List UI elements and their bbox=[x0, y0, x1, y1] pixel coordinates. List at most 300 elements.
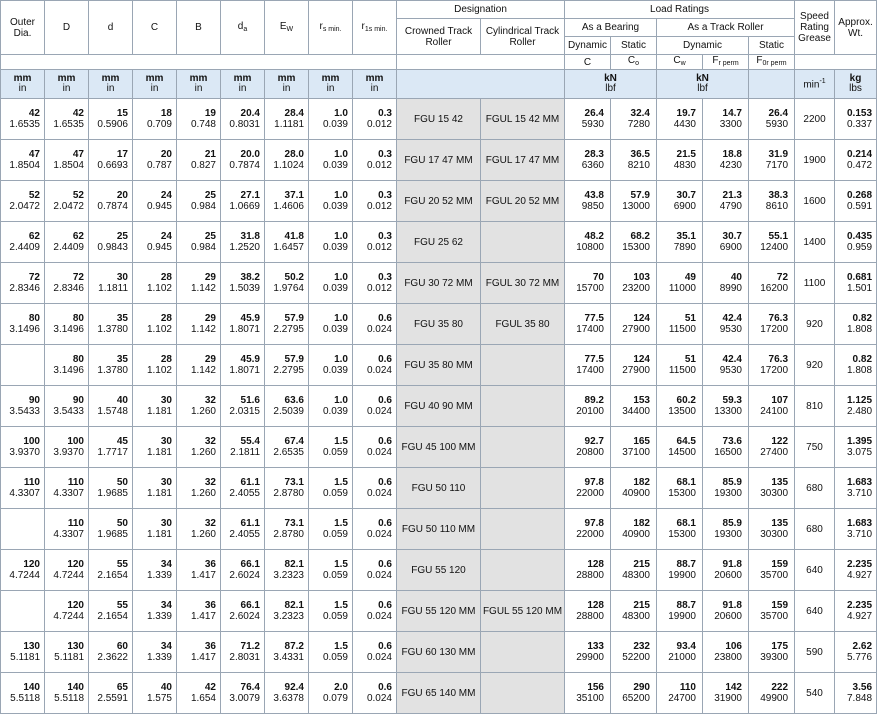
cell-rs: 1.0 0.039 bbox=[309, 181, 353, 222]
cell-r1: 0.3 0.012 bbox=[353, 181, 397, 222]
cell-rs: 1.5 0.059 bbox=[309, 591, 353, 632]
cell-rs: 1.0 0.039 bbox=[309, 99, 353, 140]
cell-fr: 73.6 16500 bbox=[703, 427, 749, 468]
table-row bbox=[1, 263, 877, 304]
cell-D: 100 3.9370 bbox=[45, 427, 89, 468]
cell-C: 24 0.945 bbox=[133, 222, 177, 263]
cell-rs: 1.5 0.059 bbox=[309, 632, 353, 673]
cell-cw: 30.7 6900 bbox=[657, 181, 703, 222]
cell-weight: 0.681 1.501 bbox=[835, 263, 877, 304]
col-D: D bbox=[45, 1, 89, 55]
unit-mm-in: mm in bbox=[1, 70, 45, 99]
cell-fr: 142 31900 bbox=[703, 673, 749, 714]
cell-C: 28 1.102 bbox=[133, 304, 177, 345]
cell-cw: 49 11000 bbox=[657, 263, 703, 304]
cell-speed: 540 bbox=[795, 673, 835, 714]
cell-c: 77.5 17400 bbox=[565, 345, 611, 386]
cell-weight: 1.683 3.710 bbox=[835, 468, 877, 509]
cell-weight: 1.125 2.480 bbox=[835, 386, 877, 427]
cell-speed: 640 bbox=[795, 591, 835, 632]
track-static: Static bbox=[749, 37, 795, 55]
cell-D: 80 3.1496 bbox=[45, 345, 89, 386]
cell-c: 156 35100 bbox=[565, 673, 611, 714]
cell-fr: 42.4 9530 bbox=[703, 345, 749, 386]
cell-r1: 0.6 0.024 bbox=[353, 673, 397, 714]
cell-C: 18 0.709 bbox=[133, 99, 177, 140]
unit-speed: $\min^{-1}$ bbox=[795, 70, 835, 99]
cell-speed: 680 bbox=[795, 509, 835, 550]
cell-speed: 680 bbox=[795, 468, 835, 509]
unit-mm-in: mm in bbox=[309, 70, 353, 99]
cell-Ew: 92.4 3.6378 bbox=[265, 673, 309, 714]
cell-cylindrical: FGUL 20 52 MM bbox=[481, 181, 565, 222]
cell-d: 65 2.5591 bbox=[89, 673, 133, 714]
cell-co: 290 65200 bbox=[611, 673, 657, 714]
cell-da: 20.4 0.8031 bbox=[221, 99, 265, 140]
unit-mm-in: mm in bbox=[353, 70, 397, 99]
cell-r1: 0.3 0.012 bbox=[353, 140, 397, 181]
cell-cw: 93.4 21000 bbox=[657, 632, 703, 673]
cell-B: 21 0.827 bbox=[177, 140, 221, 181]
cell-d: 35 1.3780 bbox=[89, 345, 133, 386]
unit-kn-lbf-bearing: kN lbf bbox=[565, 70, 657, 99]
cell-da: 55.4 2.1811 bbox=[221, 427, 265, 468]
col-crowned: Crowned Track Roller bbox=[397, 19, 481, 55]
cell-crowned: FGU 17 47 MM bbox=[397, 140, 481, 181]
cell-B: 32 1.260 bbox=[177, 427, 221, 468]
cell-for: 122 27400 bbox=[749, 427, 795, 468]
cell-cw: 21.5 4830 bbox=[657, 140, 703, 181]
cell-speed: 640 bbox=[795, 550, 835, 591]
cell-crowned: FGU 50 110 bbox=[397, 468, 481, 509]
cell-weight: 1.683 3.710 bbox=[835, 509, 877, 550]
tail-spacer bbox=[795, 55, 877, 70]
cell-da: 31.8 1.2520 bbox=[221, 222, 265, 263]
cell-speed: 1600 bbox=[795, 181, 835, 222]
cell-r1: 0.3 0.012 bbox=[353, 263, 397, 304]
cell-co: 103 23200 bbox=[611, 263, 657, 304]
cell-co: 232 52200 bbox=[611, 632, 657, 673]
cell-cylindrical: FGUL 15 42 MM bbox=[481, 99, 565, 140]
cell-D: 120 4.7244 bbox=[45, 550, 89, 591]
cell-C: 30 1.181 bbox=[133, 386, 177, 427]
cell-c: 70 15700 bbox=[565, 263, 611, 304]
col-rs-min: $r_{s min.}$ bbox=[309, 1, 353, 55]
cell-weight: 0.82 1.808 bbox=[835, 304, 877, 345]
cell-cylindrical: FGUL 35 80 bbox=[481, 304, 565, 345]
cell-d: 55 2.1654 bbox=[89, 591, 133, 632]
cell-crowned: FGU 65 140 MM bbox=[397, 673, 481, 714]
cell-D: 140 5.5118 bbox=[45, 673, 89, 714]
cell-D: 42 1.6535 bbox=[45, 99, 89, 140]
cell-cylindrical: FGUL 17 47 MM bbox=[481, 140, 565, 181]
cell-C: 30 1.181 bbox=[133, 427, 177, 468]
cell-rs: 1.0 0.039 bbox=[309, 263, 353, 304]
table-row bbox=[1, 345, 877, 386]
cell-Ew: 73.1 2.8780 bbox=[265, 468, 309, 509]
cell-speed: 2200 bbox=[795, 99, 835, 140]
cell-cylindrical bbox=[481, 673, 565, 714]
sym-Fr: $F_{r perm}$ bbox=[703, 55, 749, 70]
cell-c: 133 29900 bbox=[565, 632, 611, 673]
cell-co: 124 27900 bbox=[611, 345, 657, 386]
cell-co: 124 27900 bbox=[611, 304, 657, 345]
cell-d: 17 0.6693 bbox=[89, 140, 133, 181]
cell-od: 130 5.1181 bbox=[1, 632, 45, 673]
cell-r1: 0.6 0.024 bbox=[353, 304, 397, 345]
cell-B: 32 1.260 bbox=[177, 468, 221, 509]
cell-cw: 60.2 13500 bbox=[657, 386, 703, 427]
cell-co: 32.4 7280 bbox=[611, 99, 657, 140]
cell-C: 30 1.181 bbox=[133, 468, 177, 509]
cell-B: 25 0.984 bbox=[177, 222, 221, 263]
cell-for: 107 24100 bbox=[749, 386, 795, 427]
cell-crowned: FGU 20 52 MM bbox=[397, 181, 481, 222]
unit-mm-in: mm in bbox=[221, 70, 265, 99]
cell-c: 128 28800 bbox=[565, 591, 611, 632]
cell-c: 89.2 20100 bbox=[565, 386, 611, 427]
cell-od: 52 2.0472 bbox=[1, 181, 45, 222]
cell-cw: 51 11500 bbox=[657, 345, 703, 386]
col-speed: Speed Rating Grease bbox=[795, 1, 835, 55]
cell-D: 62 2.4409 bbox=[45, 222, 89, 263]
cell-for: 55.1 12400 bbox=[749, 222, 795, 263]
table-header bbox=[1, 1, 877, 99]
cell-r1: 0.6 0.024 bbox=[353, 386, 397, 427]
cell-C: 30 1.181 bbox=[133, 509, 177, 550]
cell-od bbox=[1, 345, 45, 386]
cell-for: 135 30300 bbox=[749, 468, 795, 509]
cell-da: 61.1 2.4055 bbox=[221, 509, 265, 550]
cell-for: 31.9 7170 bbox=[749, 140, 795, 181]
cell-od: 90 3.5433 bbox=[1, 386, 45, 427]
cell-D: 72 2.8346 bbox=[45, 263, 89, 304]
cell-cw: 64.5 14500 bbox=[657, 427, 703, 468]
cell-for: 72 16200 bbox=[749, 263, 795, 304]
cell-weight: 0.214 0.472 bbox=[835, 140, 877, 181]
cell-cylindrical bbox=[481, 550, 565, 591]
designation-header: Designation bbox=[397, 1, 565, 19]
unit-mm-in: mm in bbox=[89, 70, 133, 99]
col-Ew: $E_W$ bbox=[265, 1, 309, 55]
cell-r1: 0.6 0.024 bbox=[353, 345, 397, 386]
cell-B: 19 0.748 bbox=[177, 99, 221, 140]
cell-c: 43.8 9850 bbox=[565, 181, 611, 222]
cell-C: 28 1.102 bbox=[133, 345, 177, 386]
cell-for: 26.4 5930 bbox=[749, 99, 795, 140]
unit-mm-in: mm in bbox=[177, 70, 221, 99]
cell-cw: 51 11500 bbox=[657, 304, 703, 345]
col-weight: Approx. Wt. bbox=[835, 1, 877, 55]
cell-B: 42 1.654 bbox=[177, 673, 221, 714]
unit-kg-lbs: kg lbs bbox=[835, 70, 877, 99]
cell-fr: 91.8 20600 bbox=[703, 550, 749, 591]
cell-fr: 14.7 3300 bbox=[703, 99, 749, 140]
header-spacer bbox=[1, 55, 397, 70]
cell-crowned: FGU 55 120 MM bbox=[397, 591, 481, 632]
cell-rs: 1.0 0.039 bbox=[309, 304, 353, 345]
cell-d: 25 0.9843 bbox=[89, 222, 133, 263]
col-B: B bbox=[177, 1, 221, 55]
cell-d: 40 1.5748 bbox=[89, 386, 133, 427]
load-ratings-header: Load Ratings bbox=[565, 1, 795, 19]
table-row bbox=[1, 181, 877, 222]
cell-C: 34 1.339 bbox=[133, 550, 177, 591]
cell-od bbox=[1, 509, 45, 550]
as-track-header: As a Track Roller bbox=[657, 19, 795, 37]
cell-B: 29 1.142 bbox=[177, 304, 221, 345]
cell-d: 45 1.7717 bbox=[89, 427, 133, 468]
cell-fr: 40 8990 bbox=[703, 263, 749, 304]
cell-cw: 19.7 4430 bbox=[657, 99, 703, 140]
cell-B: 32 1.260 bbox=[177, 386, 221, 427]
cell-c: 48.2 10800 bbox=[565, 222, 611, 263]
unit-mm-in: mm in bbox=[45, 70, 89, 99]
table-row bbox=[1, 673, 877, 714]
cell-d: 30 1.1811 bbox=[89, 263, 133, 304]
cell-Ew: 63.6 2.5039 bbox=[265, 386, 309, 427]
cell-weight: 2.235 4.927 bbox=[835, 550, 877, 591]
cell-Ew: 41.8 1.6457 bbox=[265, 222, 309, 263]
cell-cylindrical bbox=[481, 509, 565, 550]
cell-c: 128 28800 bbox=[565, 550, 611, 591]
col-C: C bbox=[133, 1, 177, 55]
cell-r1: 0.6 0.024 bbox=[353, 632, 397, 673]
cell-da: 51.6 2.0315 bbox=[221, 386, 265, 427]
cell-rs: 1.0 0.039 bbox=[309, 222, 353, 263]
table-row bbox=[1, 509, 877, 550]
cell-Ew: 28.4 1.1181 bbox=[265, 99, 309, 140]
unit-kn-lbf-track: kN lbf bbox=[657, 70, 749, 99]
cell-r1: 0.3 0.012 bbox=[353, 222, 397, 263]
cell-D: 80 3.1496 bbox=[45, 304, 89, 345]
cell-for: 175 39300 bbox=[749, 632, 795, 673]
cell-da: 66.1 2.6024 bbox=[221, 550, 265, 591]
cell-c: 26.4 5930 bbox=[565, 99, 611, 140]
cell-weight: 0.435 0.959 bbox=[835, 222, 877, 263]
cell-rs: 1.0 0.039 bbox=[309, 386, 353, 427]
col-cylindrical: Cylindrical Track Roller bbox=[481, 19, 565, 55]
cell-cylindrical bbox=[481, 222, 565, 263]
cell-co: 215 48300 bbox=[611, 550, 657, 591]
cell-fr: 42.4 9530 bbox=[703, 304, 749, 345]
cell-da: 20.0 0.7874 bbox=[221, 140, 265, 181]
cell-B: 29 1.142 bbox=[177, 263, 221, 304]
cell-C: 40 1.575 bbox=[133, 673, 177, 714]
cell-crowned: FGU 35 80 MM bbox=[397, 345, 481, 386]
cell-od: 120 4.7244 bbox=[1, 550, 45, 591]
cell-speed: 1100 bbox=[795, 263, 835, 304]
cell-r1: 0.6 0.024 bbox=[353, 468, 397, 509]
sym-C: C bbox=[565, 55, 611, 70]
cell-speed: 1400 bbox=[795, 222, 835, 263]
cell-crowned: FGU 15 42 bbox=[397, 99, 481, 140]
cell-Ew: 67.4 2.6535 bbox=[265, 427, 309, 468]
cell-crowned: FGU 50 110 MM bbox=[397, 509, 481, 550]
cell-co: 215 48300 bbox=[611, 591, 657, 632]
cell-Ew: 57.9 2.2795 bbox=[265, 304, 309, 345]
cell-D: 110 4.3307 bbox=[45, 468, 89, 509]
cell-cw: 88.7 19900 bbox=[657, 550, 703, 591]
cell-for: 159 35700 bbox=[749, 550, 795, 591]
table-row bbox=[1, 427, 877, 468]
cell-C: 20 0.787 bbox=[133, 140, 177, 181]
sym-Co: $C_o$ bbox=[611, 55, 657, 70]
table-row bbox=[1, 632, 877, 673]
as-bearing-header: As a Bearing bbox=[565, 19, 657, 37]
cell-Ew: 57.9 2.2795 bbox=[265, 345, 309, 386]
cell-C: 24 0.945 bbox=[133, 181, 177, 222]
table-row bbox=[1, 550, 877, 591]
cell-d: 55 2.1654 bbox=[89, 550, 133, 591]
cell-da: 61.1 2.4055 bbox=[221, 468, 265, 509]
cell-cw: 68.1 15300 bbox=[657, 509, 703, 550]
cell-co: 68.2 15300 bbox=[611, 222, 657, 263]
cell-rs: 1.5 0.059 bbox=[309, 509, 353, 550]
cell-od: 100 3.9370 bbox=[1, 427, 45, 468]
bearing-dynamic: Dynamic bbox=[565, 37, 611, 55]
cell-B: 36 1.417 bbox=[177, 550, 221, 591]
cell-for: 135 30300 bbox=[749, 509, 795, 550]
cell-weight: 2.62 5.776 bbox=[835, 632, 877, 673]
cell-r1: 0.3 0.012 bbox=[353, 99, 397, 140]
cell-speed: 810 bbox=[795, 386, 835, 427]
table-row bbox=[1, 386, 877, 427]
cell-fr: 21.3 4790 bbox=[703, 181, 749, 222]
table-row bbox=[1, 222, 877, 263]
cell-for: 159 35700 bbox=[749, 591, 795, 632]
cell-for: 38.3 8610 bbox=[749, 181, 795, 222]
cell-Ew: 87.2 3.4331 bbox=[265, 632, 309, 673]
designation-spacer bbox=[397, 55, 565, 70]
cell-Ew: 73.1 2.8780 bbox=[265, 509, 309, 550]
cell-speed: 590 bbox=[795, 632, 835, 673]
cell-fr: 18.8 4230 bbox=[703, 140, 749, 181]
unit-mm-in: mm in bbox=[265, 70, 309, 99]
col-outer-dia: Outer Dia. bbox=[1, 1, 45, 55]
cell-da: 71.2 2.8031 bbox=[221, 632, 265, 673]
cell-C: 34 1.339 bbox=[133, 632, 177, 673]
cell-Ew: 82.1 3.2323 bbox=[265, 591, 309, 632]
cell-C: 28 1.102 bbox=[133, 263, 177, 304]
cell-crowned: FGU 55 120 bbox=[397, 550, 481, 591]
cell-crowned: FGU 60 130 MM bbox=[397, 632, 481, 673]
cell-da: 76.4 3.0079 bbox=[221, 673, 265, 714]
cell-cylindrical bbox=[481, 632, 565, 673]
table-row bbox=[1, 140, 877, 181]
cell-rs: 2.0 0.079 bbox=[309, 673, 353, 714]
cell-cylindrical bbox=[481, 427, 565, 468]
cell-weight: 1.395 3.075 bbox=[835, 427, 877, 468]
cell-speed: 750 bbox=[795, 427, 835, 468]
cell-weight: 0.82 1.808 bbox=[835, 345, 877, 386]
cell-B: 25 0.984 bbox=[177, 181, 221, 222]
cell-for: 76.3 17200 bbox=[749, 304, 795, 345]
cell-d: 50 1.9685 bbox=[89, 509, 133, 550]
cell-r1: 0.6 0.024 bbox=[353, 591, 397, 632]
cell-co: 57.9 13000 bbox=[611, 181, 657, 222]
cell-c: 97.8 22000 bbox=[565, 509, 611, 550]
cell-rs: 1.5 0.059 bbox=[309, 468, 353, 509]
track-dynamic: Dynamic bbox=[657, 37, 749, 55]
cell-D: 47 1.8504 bbox=[45, 140, 89, 181]
cell-cylindrical: FGUL 55 120 MM bbox=[481, 591, 565, 632]
cell-cylindrical: FGUL 30 72 MM bbox=[481, 263, 565, 304]
cell-da: 45.9 1.8071 bbox=[221, 345, 265, 386]
cell-co: 36.5 8210 bbox=[611, 140, 657, 181]
cell-da: 38.2 1.5039 bbox=[221, 263, 265, 304]
cell-weight: 3.56 7.848 bbox=[835, 673, 877, 714]
cell-co: 182 40900 bbox=[611, 468, 657, 509]
table-row bbox=[1, 304, 877, 345]
cell-crowned: FGU 40 90 MM bbox=[397, 386, 481, 427]
table-row bbox=[1, 468, 877, 509]
cell-fr: 85.9 19300 bbox=[703, 468, 749, 509]
cell-speed: 1900 bbox=[795, 140, 835, 181]
cell-co: 153 34400 bbox=[611, 386, 657, 427]
table-body bbox=[1, 99, 877, 714]
cell-od: 80 3.1496 bbox=[1, 304, 45, 345]
cell-for: 76.3 17200 bbox=[749, 345, 795, 386]
cell-od: 140 5.5118 bbox=[1, 673, 45, 714]
cell-da: 27.1 1.0669 bbox=[221, 181, 265, 222]
unit-blank bbox=[749, 70, 795, 99]
cell-cw: 68.1 15300 bbox=[657, 468, 703, 509]
cell-weight: 0.153 0.337 bbox=[835, 99, 877, 140]
cell-weight: 0.268 0.591 bbox=[835, 181, 877, 222]
cell-fr: 85.9 19300 bbox=[703, 509, 749, 550]
cell-crowned: FGU 25 62 bbox=[397, 222, 481, 263]
cell-Ew: 82.1 3.2323 bbox=[265, 550, 309, 591]
cell-od: 72 2.8346 bbox=[1, 263, 45, 304]
cell-Ew: 28.0 1.1024 bbox=[265, 140, 309, 181]
cell-c: 92.7 20800 bbox=[565, 427, 611, 468]
cell-rs: 1.0 0.039 bbox=[309, 140, 353, 181]
cell-rs: 1.5 0.059 bbox=[309, 427, 353, 468]
cell-od: 42 1.6535 bbox=[1, 99, 45, 140]
cell-d: 60 2.3622 bbox=[89, 632, 133, 673]
cell-d: 20 0.7874 bbox=[89, 181, 133, 222]
cell-speed: 920 bbox=[795, 345, 835, 386]
cell-od: 110 4.3307 bbox=[1, 468, 45, 509]
cell-d: 50 1.9685 bbox=[89, 468, 133, 509]
bearing-static: Static bbox=[611, 37, 657, 55]
cell-cw: 88.7 19900 bbox=[657, 591, 703, 632]
table-row bbox=[1, 591, 877, 632]
cell-od: 47 1.8504 bbox=[1, 140, 45, 181]
col-r1s-min: $r_{1s min.}$ bbox=[353, 1, 397, 55]
cell-B: 29 1.142 bbox=[177, 345, 221, 386]
cell-B: 32 1.260 bbox=[177, 509, 221, 550]
col-da: $d_a$ bbox=[221, 1, 265, 55]
sym-For: $F_{0r perm}$ bbox=[749, 55, 795, 70]
units-row bbox=[1, 70, 877, 99]
cell-d: 15 0.5906 bbox=[89, 99, 133, 140]
cell-co: 165 37100 bbox=[611, 427, 657, 468]
cell-r1: 0.6 0.024 bbox=[353, 509, 397, 550]
cell-D: 130 5.1181 bbox=[45, 632, 89, 673]
cell-fr: 30.7 6900 bbox=[703, 222, 749, 263]
col-d: d bbox=[89, 1, 133, 55]
cell-r1: 0.6 0.024 bbox=[353, 550, 397, 591]
unit-mm-in: mm in bbox=[133, 70, 177, 99]
cell-D: 120 4.7244 bbox=[45, 591, 89, 632]
cell-B: 36 1.417 bbox=[177, 632, 221, 673]
cell-c: 28.3 6360 bbox=[565, 140, 611, 181]
cell-da: 66.1 2.6024 bbox=[221, 591, 265, 632]
cell-d: 35 1.3780 bbox=[89, 304, 133, 345]
cell-rs: 1.0 0.039 bbox=[309, 345, 353, 386]
